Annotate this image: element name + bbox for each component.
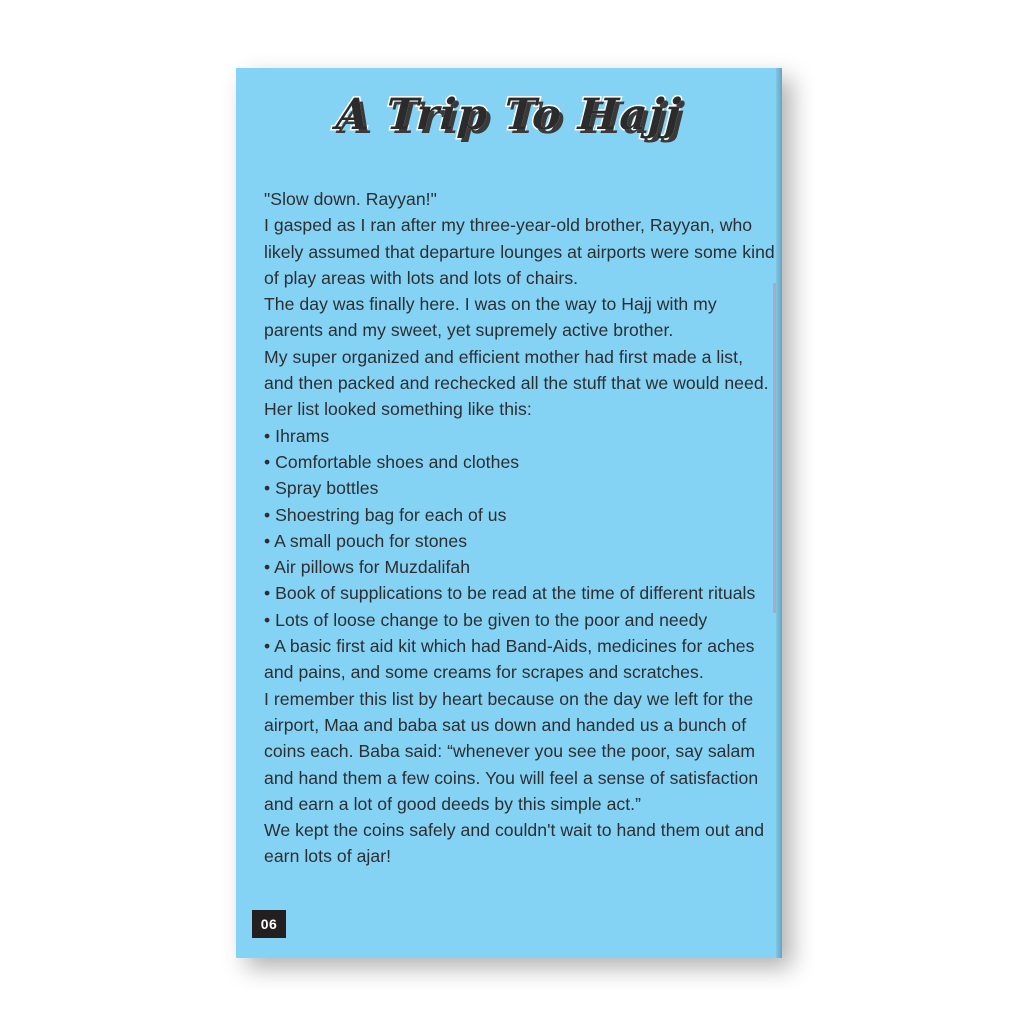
- paragraph: I gasped as I ran after my three-year-old brother, Rayyan, who likely assumed that departure lounges at airports were some kind of play areas with lots and lots of chairs.: [264, 215, 775, 288]
- list-item: • Spray bottles: [264, 478, 379, 499]
- paragraph: The day was finally here. I was on the way to Hajj with my parents and my sweet, yet supremely active brother.: [264, 294, 717, 341]
- paragraph: "Slow down. Rayyan!": [264, 189, 437, 209]
- book-page: [236, 68, 782, 958]
- page-number-badge: 06: [252, 910, 286, 938]
- page-spine-edge: [776, 68, 782, 958]
- list-item: • A basic first aid kit which had Band-Aids, medicines for aches and pains, and some creams for scrapes and scratches.: [264, 636, 755, 683]
- list-item: • Ihrams: [264, 425, 330, 446]
- paragraph: I remember this list by heart because on the day we left for the airport, Maa and baba sat us down and handed us a bunch of coins each. Baba said: “whenever you see the poor, say salam and hand them a few coins. You will feel a sense of satisfaction and earn a lot of good deeds by this simple act.”: [264, 688, 759, 814]
- list-item: • A small pouch for stones: [264, 530, 468, 551]
- list-item: • Shoestring bag for each of us: [264, 504, 507, 525]
- list-item: • Lots of loose change to be given to the poor and needy: [264, 609, 708, 630]
- page-title: A Trip To Hajj: [334, 90, 684, 140]
- list-item: • Air pillows for Muzdalifah: [264, 557, 471, 578]
- list-item: • Comfortable shoes and clothes: [264, 451, 520, 472]
- story-body: [264, 186, 776, 870]
- paragraph: My super organized and efficient mother had first made a list, and then packed and rechecked all the stuff that we would need. Her list looked something like this:: [264, 346, 769, 420]
- paragraph: We kept the coins safely and couldn't wait to hand them out and earn lots of ajar!: [264, 820, 765, 867]
- list-item: • Book of supplications to be read at the time of different rituals: [264, 583, 756, 604]
- page-title-container: [236, 90, 782, 140]
